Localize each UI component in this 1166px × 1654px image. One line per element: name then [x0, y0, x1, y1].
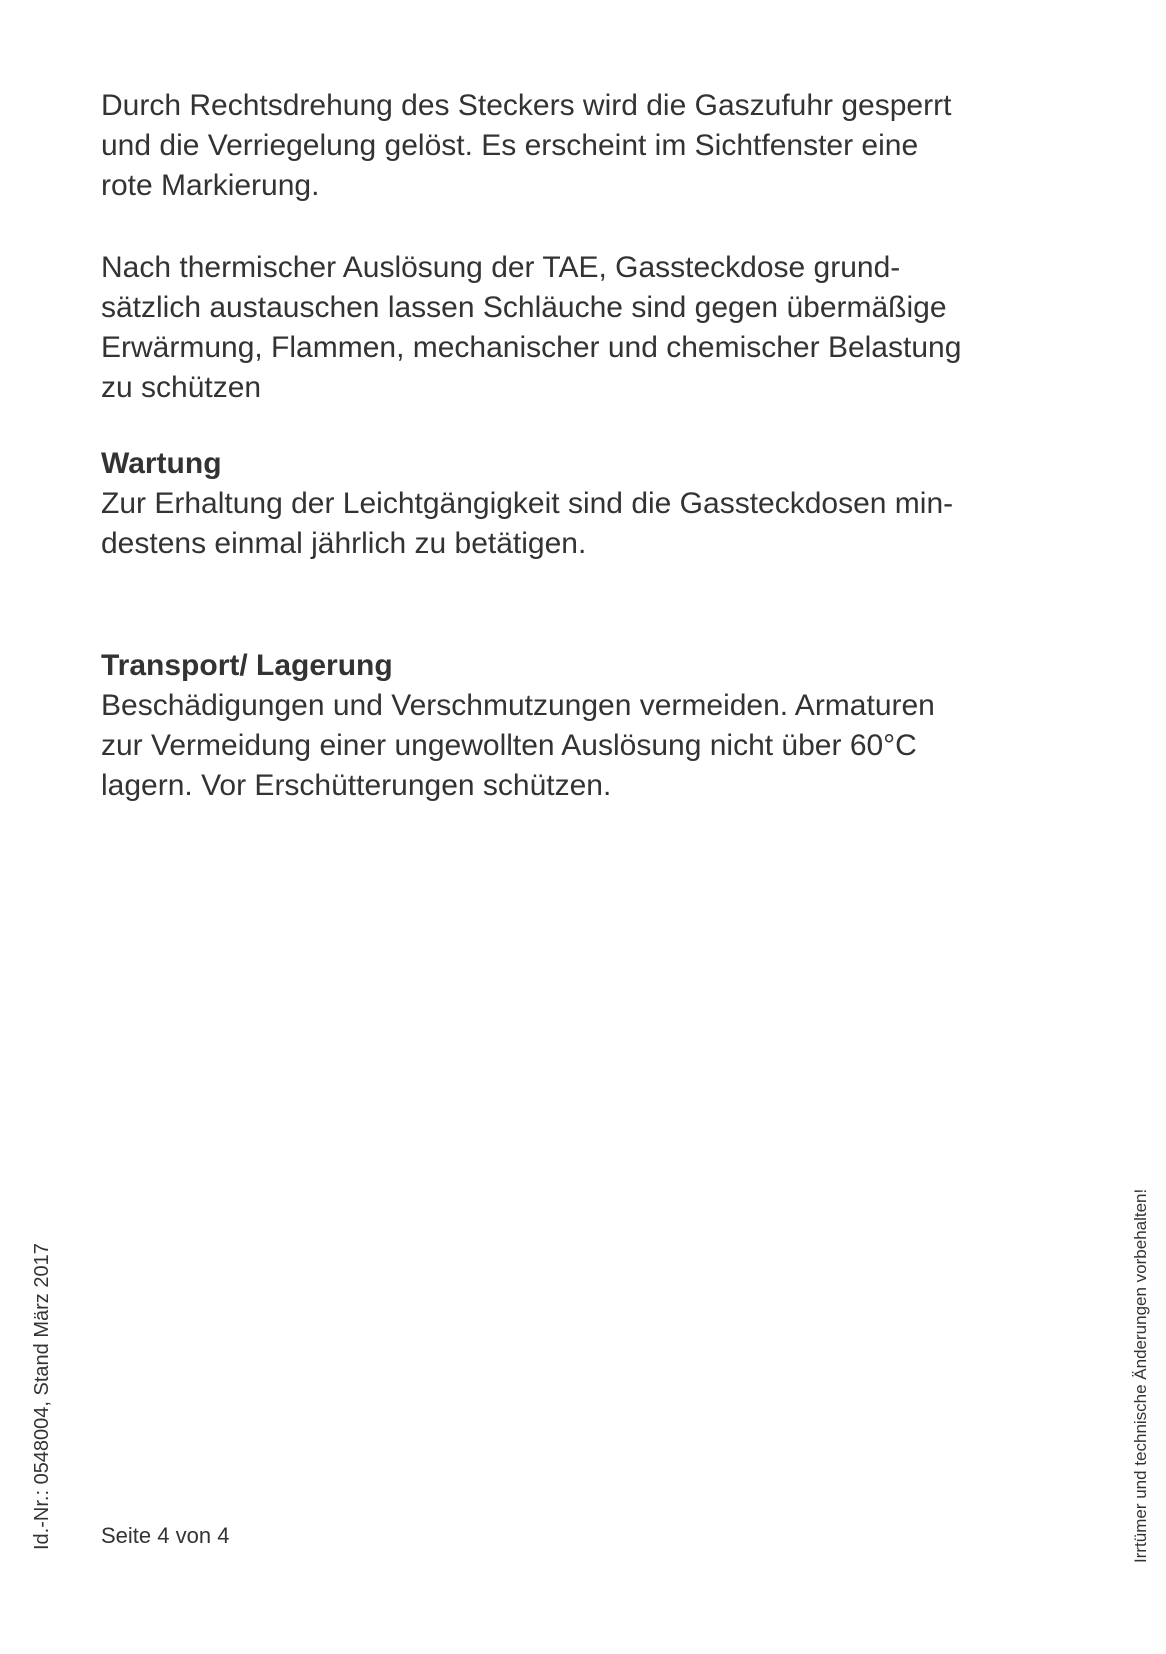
paragraph-transport: Beschädigungen und Verschmutzungen vermeiden. Armaturen zur Vermeidung einer ungewollten Auslösung nicht über 60°C lagern. Vor Erschütterungen schützen. — [101, 689, 935, 802]
document-id-stamp: Id.-Nr.: 0548004, Stand März 2017 — [31, 1243, 53, 1550]
heading-wartung: Wartung — [101, 447, 222, 480]
page-number: Seite 4 von 4 — [101, 1523, 230, 1548]
paragraph-wartung: Zur Erhaltung der Leichtgängigkeit sind die Gassteckdosen min- destens einmal jährlich zu betätigen. — [101, 487, 954, 560]
document-body — [101, 86, 1081, 806]
heading-transport: Transport/ Lagerung — [101, 649, 393, 682]
disclaimer-note: Irrtümer und technische Änderungen vorbehalten! — [1131, 1188, 1150, 1563]
paragraph-disconnect: Durch Rechtsdrehung des Steckers wird die Gaszufuhr gesperrt und die Verriegelung gelöst. Es erscheint im Sichtfenster eine rote Markierung. — [101, 89, 952, 202]
paragraph-thermal-release: Nach thermischer Auslösung der TAE, Gassteckdose grund- sätzlich austauschen lassen Schläuche sind gegen übermäßige Erwärmung, Flammen, mechanischer und chemischer Belastung zu schützen — [101, 251, 962, 404]
